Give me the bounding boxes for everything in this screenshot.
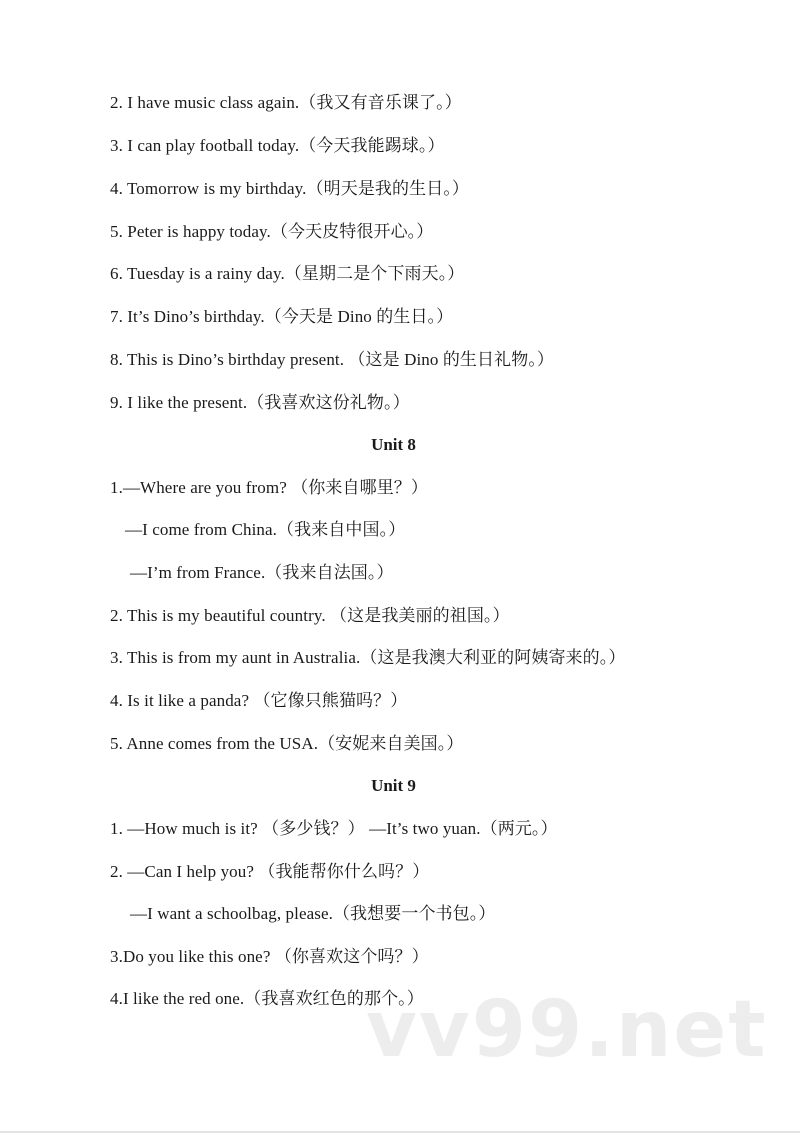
sentence-line: 4. Tomorrow is my birthday.（明天是我的生日。） (110, 179, 470, 198)
sentence-line: 1.—Where are you from? （你来自哪里？） (110, 478, 428, 497)
sentence-line: 6. Tuesday is a rainy day.（星期二是个下雨天。） (110, 264, 465, 283)
sentence-line: 3.Do you like this one? （你喜欢这个吗？） (110, 947, 429, 966)
sentence-line: 8. This is Dino’s birthday present. （这是 Dino 的生日礼物。） (110, 350, 555, 369)
sentence-line: 4. Is it like a panda? （它像只熊猫吗？） (110, 691, 408, 710)
sentence-line: 3. This is from my aunt in Australia.（这是我澳大利亚的阿姨寄来的。） (110, 648, 626, 667)
sentence-line: —I want a schoolbag, please.（我想要一个书包。） (130, 904, 496, 923)
unit-heading: Unit 8 (371, 435, 416, 454)
sentence-line: 2. —Can I help you? （我能帮你什么吗？） (110, 862, 430, 881)
sentence-line: —I’m from France.（我来自法国。） (130, 563, 394, 582)
unit-heading: Unit 9 (371, 776, 416, 795)
site-watermark: vv99.net (366, 985, 768, 1075)
sentence-line: 1. —How much is it? （多少钱？） —It’s two yuan.（两元。） (110, 819, 558, 838)
sentence-line: 2. This is my beautiful country. （这是我美丽的祖国。） (110, 606, 510, 625)
sentence-line: —I come from China.（我来自中国。） (125, 520, 406, 539)
sentence-line: 5. Anne comes from the USA.（安妮来自美国。） (110, 734, 464, 753)
sentence-line: 5. Peter is happy today.（今天皮特很开心。） (110, 222, 434, 241)
sentence-line: 3. I can play football today.（今天我能踢球。） (110, 136, 445, 155)
sentence-line: 9. I like the present.（我喜欢这份礼物。） (110, 393, 410, 412)
sentence-line: 7. It’s Dino’s birthday.（今天是 Dino 的生日。） (110, 307, 454, 326)
sentence-line: 4.I like the red one.（我喜欢红色的那个。） (110, 989, 424, 1008)
sentence-line: 2. I have music class again.（我又有音乐课了。） (110, 93, 462, 112)
page-bottom-divider (0, 1131, 800, 1133)
